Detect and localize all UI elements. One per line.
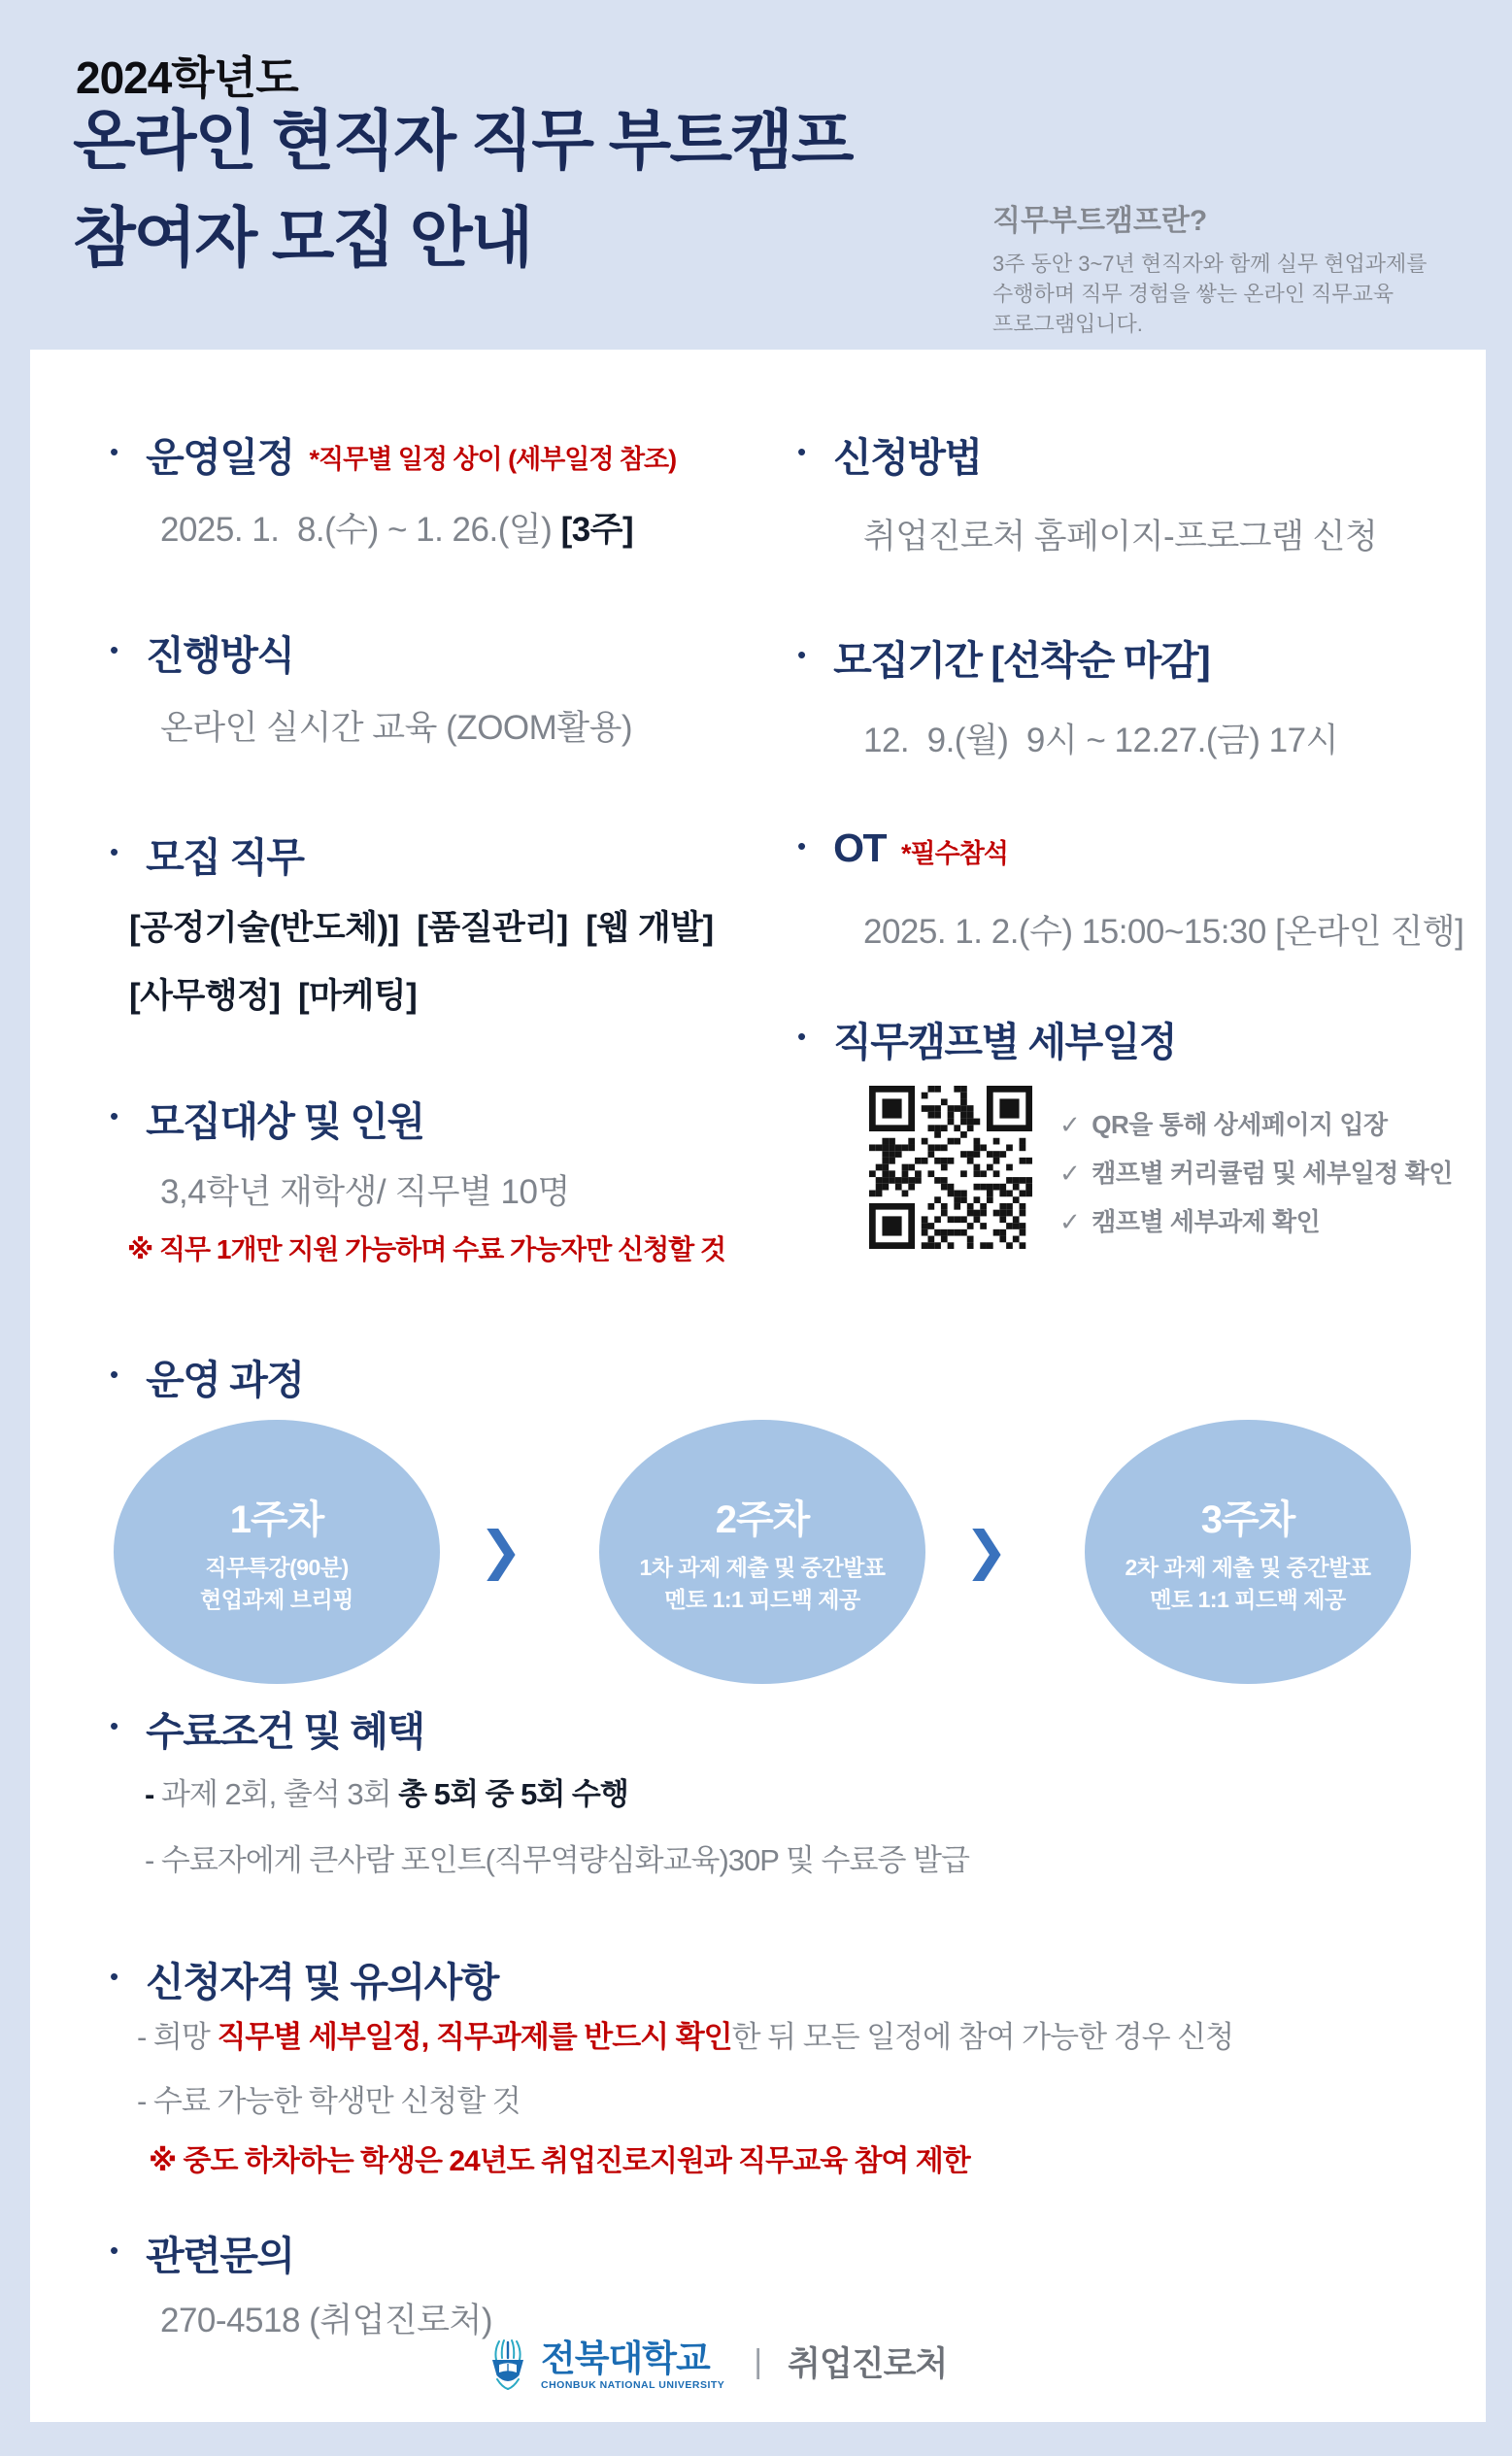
eligibility-item-1-red: 직무별 세부일정, 직무과제를 반드시 확인: [217, 2020, 732, 2054]
about-description: [992, 249, 1478, 339]
about-title: 직무부트캠프란?: [992, 205, 1208, 237]
bullet-icon: •: [797, 640, 807, 669]
contact-body: 270-4518 (취업진로처): [160, 2302, 492, 2339]
detail-check-2: [1059, 1154, 1453, 1190]
poster-title: [73, 93, 853, 287]
section-process-heading: [110, 1348, 303, 1405]
bullet-icon: •: [110, 437, 119, 466]
schedule-title: 운영일정: [146, 435, 294, 480]
bullet-icon: •: [797, 1022, 807, 1051]
completion-item-1-dash: -: [145, 1777, 161, 1811]
bullet-icon: •: [110, 1101, 119, 1130]
year-label: 2024학년도: [76, 52, 298, 103]
week-2-title: 2주차: [715, 1497, 810, 1541]
period-title: 모집기간 [선착순 마감]: [833, 638, 1210, 683]
section-schedule-heading: [110, 425, 676, 483]
section-period-heading: [797, 628, 1209, 686]
apply-title: 신청방법: [833, 435, 982, 480]
completion-title: 수료조건 및 혜택: [146, 1709, 424, 1754]
about-desc-line1: 3주 동안 3~7년 현직자와 함께 실무 현업과제를: [992, 252, 1428, 276]
bullet-icon: •: [797, 437, 807, 466]
footer-divider: |: [754, 2342, 763, 2380]
section-method-heading: [110, 623, 294, 681]
section-completion-heading: [110, 1699, 424, 1757]
week-2-line2: 멘토 1:1 피드백 제공: [664, 1586, 860, 1612]
flow-arrow-icon: ❯: [479, 1522, 523, 1580]
completion-item-2: - 수료자에게 큰사람 포인트(직무역량심화교육)30P 및 수료증 발급: [145, 1843, 969, 1877]
jobs-line1: [공정기술(반도체)] [품질관리] [웹 개발]: [129, 909, 714, 947]
section-jobs-heading: [110, 825, 303, 883]
jobs-line2: [사무행정] [마케팅]: [129, 977, 418, 1015]
section-ot-heading: [797, 825, 1008, 871]
eligibility-item-1-post: 한 뒤 모든 일정에 참여 가능한 경우 신청: [731, 2020, 1234, 2054]
section-apply-heading: [797, 425, 982, 483]
target-title: 모집대상 및 인원: [146, 1099, 424, 1144]
check-icon: ✓: [1059, 1207, 1081, 1236]
schedule-date-range: 2025. 1. 8.(수) ~ 1. 26.(일): [160, 511, 561, 549]
ot-body: 2025. 1. 2.(수) 15:00~15:30 [온라인 진행]: [863, 913, 1464, 951]
week-1-line1: 직무특강(90분): [205, 1554, 349, 1580]
ot-note: *필수참석: [901, 839, 1008, 868]
apply-body: 취업진로처 홈페이지-프로그램 신청: [863, 518, 1378, 555]
section-target-heading: [110, 1090, 424, 1147]
section-detail-heading: [797, 1010, 1176, 1067]
bullet-icon: •: [110, 1711, 119, 1740]
university-name: 전북대학교: [541, 2338, 710, 2379]
poster-title-line1: 온라인 현직자 직무 부트캠프: [73, 105, 853, 178]
university-name-block: [541, 2340, 724, 2391]
check-icon: ✓: [1059, 1110, 1081, 1139]
week-3-line2: 멘토 1:1 피드백 제공: [1150, 1586, 1346, 1612]
method-body: 온라인 실시간 교육 (ZOOM활용): [160, 709, 633, 747]
week-3-lines: [1125, 1552, 1370, 1616]
week-1-title: 1주차: [229, 1497, 324, 1541]
content-panel: [30, 350, 1486, 2422]
week-1-lines: [200, 1552, 353, 1616]
flow-arrow-icon: ❯: [964, 1522, 1009, 1580]
eligibility-item-1-pre: - 희망: [137, 2020, 218, 2054]
bullet-icon: •: [110, 837, 119, 866]
bullet-icon: •: [110, 2236, 119, 2265]
process-week-1: [114, 1420, 440, 1684]
ot-title: OT: [833, 825, 887, 870]
schedule-date-duration: [3주]: [560, 511, 634, 549]
section-eligibility-heading: [110, 1950, 498, 2007]
footer: [488, 2338, 947, 2393]
method-title: 진행방식: [146, 633, 294, 678]
schedule-date: [160, 503, 633, 552]
about-bootcamp-box: [992, 196, 1478, 339]
bullet-icon: •: [797, 831, 807, 860]
eligibility-warning: ※ 중도 하차하는 학생은 24년도 취업진로지원과 직무교육 참여 제한: [149, 2145, 970, 2177]
bullet-icon: •: [110, 635, 119, 664]
week-2-line1: 1차 과제 제출 및 중간발표: [639, 1554, 886, 1580]
week-3-title: 3주차: [1200, 1497, 1295, 1541]
detail-check-2-text: 캠프별 커리큘럼 및 세부일정 확인: [1092, 1159, 1453, 1188]
process-title: 운영 과정: [146, 1358, 304, 1402]
period-body: 12. 9.(월) 9시 ~ 12.27.(금) 17시: [863, 722, 1338, 759]
about-desc-line3: 프로그램입니다.: [992, 312, 1143, 336]
process-week-2: [599, 1420, 925, 1684]
week-2-lines: [639, 1552, 885, 1616]
check-icon: ✓: [1059, 1159, 1081, 1188]
section-contact-heading: [110, 2224, 294, 2281]
bullet-icon: •: [110, 1360, 119, 1389]
bullet-icon: •: [110, 1962, 119, 1991]
university-logo-icon: [488, 2338, 527, 2393]
jobs-title: 모집 직무: [146, 835, 304, 880]
qr-code-image: [869, 1086, 1032, 1249]
eligibility-title: 신청자격 및 유의사항: [146, 1960, 498, 2004]
completion-item-1-gray: 과제 2회, 출석 3회: [160, 1777, 399, 1811]
detail-check-1-text: QR을 통해 상세페이지 입장: [1092, 1110, 1388, 1139]
week-3-line1: 2차 과제 제출 및 중간발표: [1125, 1554, 1371, 1580]
completion-item-1-bold: 총 5회 중 5회 수행: [398, 1777, 628, 1811]
about-desc-line2: 수행하며 직무 경험을 쌓는 온라인 직무교육: [992, 282, 1394, 306]
detail-check-3: [1059, 1202, 1320, 1238]
poster-title-line2: 참여자 모집 안내: [73, 202, 532, 275]
detail-check-1: [1059, 1105, 1388, 1141]
qr-code: [869, 1086, 1032, 1249]
eligibility-item-2: - 수료 가능한 학생만 신청할 것: [137, 2084, 521, 2118]
target-warning: ※ 직무 1개만 지원 가능하며 수료 가능자만 신청할 것: [127, 1234, 725, 1264]
detail-check-3-text: 캠프별 세부과제 확인: [1092, 1207, 1321, 1236]
process-week-3: [1085, 1420, 1411, 1684]
schedule-note: *직무별 일정 상이 (세부일정 참조): [309, 445, 677, 474]
week-1-line2: 현업과제 브리핑: [200, 1586, 353, 1612]
detail-title: 직무캠프별 세부일정: [833, 1020, 1176, 1064]
contact-title: 관련문의: [146, 2234, 294, 2278]
completion-item-1: [145, 1769, 628, 1813]
university-name-en: CHONBUK NATIONAL UNIVERSITY: [541, 2379, 725, 2392]
eligibility-item-1: [137, 2012, 1233, 2056]
target-body: 3,4학년 재학생/ 직무별 10명: [160, 1173, 570, 1211]
department-name: 취업진로처: [788, 2345, 948, 2383]
